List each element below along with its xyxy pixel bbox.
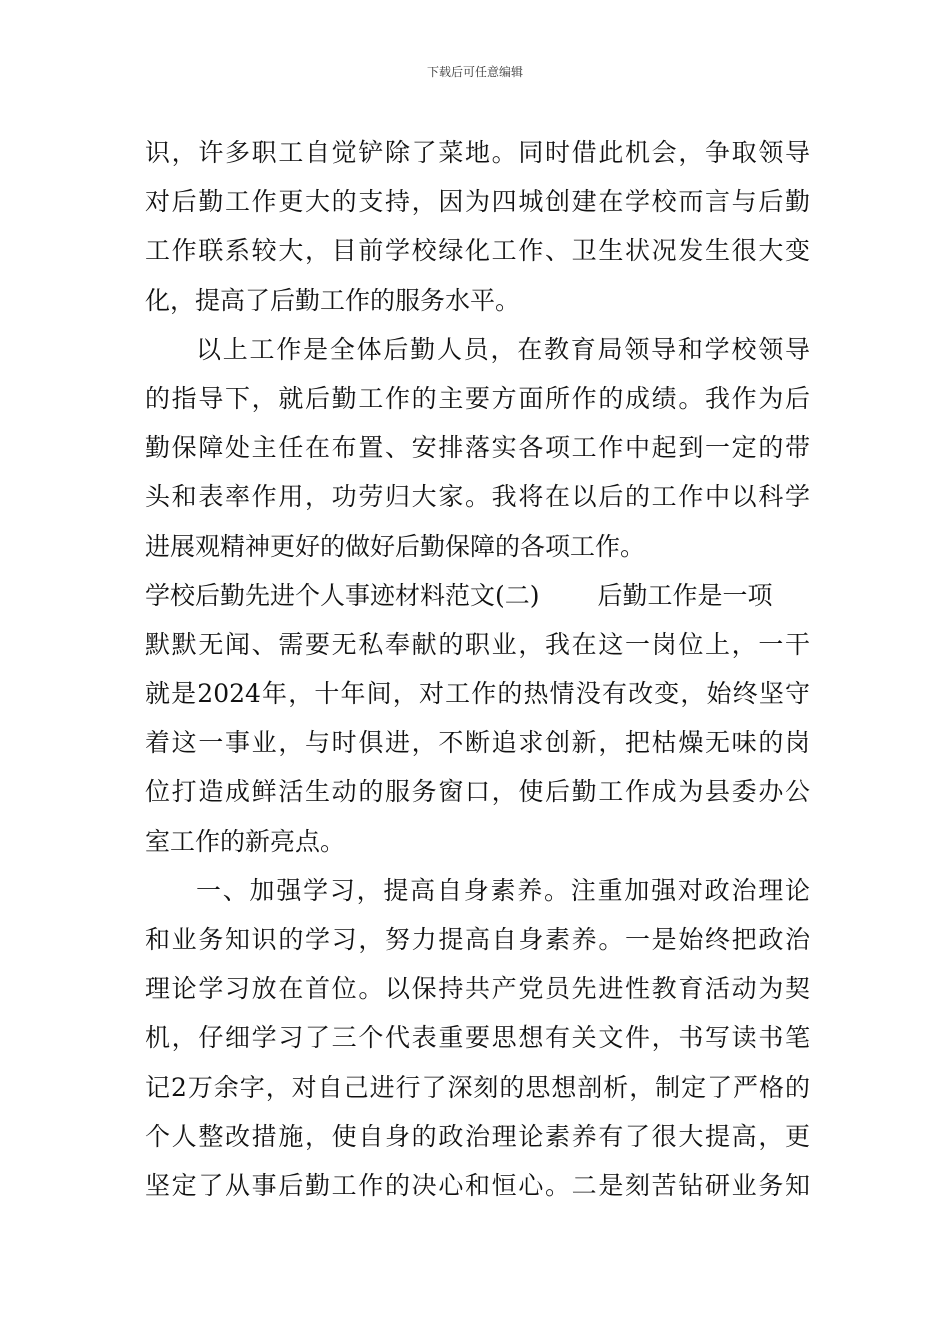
text-line-tail: 后勤工作是一项 (597, 580, 773, 610)
text-line-content: 对后勤工作更大的支持，因为四城创建在学校而言与后勤 (145, 187, 810, 217)
text-line-content: 学校后勤先进个人事迹材料范文(二) (145, 580, 540, 610)
text-line-content: 以上工作是全体后勤人员，在教育局领导和学校领导 (196, 334, 810, 364)
text-line-content: 记2万余字，对自己进行了深刻的思想剖析，制定了严格的 (145, 1072, 810, 1102)
text-line-content: 和业务知识的学习，努力提高自身素养。一是始终把政治 (145, 925, 810, 954)
text-line (145, 1013, 810, 1062)
text-line-content: 位打造成鲜活生动的服务窗口，使后勤工作成为县委办公 (145, 777, 810, 807)
text-line (145, 915, 810, 964)
text-line (145, 325, 810, 374)
text-line-content: 识，许多职工自觉铲除了菜地。同时借此机会，争取领导 (145, 138, 810, 167)
text-line-content: 默默无闻、需要无私奉献的职业，我在这一岗位上，一干 (145, 629, 810, 659)
text-line-content: 理论学习放在首位。以保持共产党员先进性教育活动为契 (145, 974, 810, 1004)
text-line-content: 进展观精神更好的做好后勤保障的各项工作。 (145, 531, 646, 561)
text-line-content: 个人整改措施，使自身的政治理论素养有了很大提高，更 (145, 1121, 810, 1151)
text-line-content: 化，提高了后勤工作的服务水平。 (145, 285, 521, 315)
text-line (145, 226, 810, 275)
text-line (145, 1161, 810, 1210)
text-line-content: 工作联系较大，目前学校绿化工作、卫生状况发生很大变 (145, 236, 810, 266)
text-line (145, 866, 810, 915)
text-line (145, 374, 810, 423)
text-line (145, 522, 810, 571)
text-line (145, 423, 810, 472)
text-line (145, 767, 810, 816)
text-line (145, 1112, 810, 1161)
text-line (145, 276, 810, 325)
text-line (145, 128, 810, 177)
document-body (145, 128, 810, 1210)
text-line-content: 坚定了从事后勤工作的决心和恒心。二是刻苦钻研业务知 (145, 1170, 810, 1200)
text-line-content: 头和表率作用，功劳归大家。我将在以后的工作中以科学 (145, 482, 810, 512)
text-line (145, 177, 810, 226)
text-line (145, 964, 810, 1013)
text-line-content: 就是2024年，十年间，对工作的热情没有改变，始终坚守 (145, 679, 810, 709)
text-line-content: 勤保障处主任在布置、安排落实各项工作中起到一定的带 (145, 433, 810, 463)
text-line (145, 472, 810, 521)
text-line (145, 669, 810, 718)
text-line-content: 室工作的新亮点。 (145, 826, 346, 856)
text-line (145, 718, 810, 767)
text-line (145, 620, 810, 669)
text-line (145, 571, 810, 620)
text-line-content: 着这一事业，与时俱进，不断追求创新，把枯燥无味的岗 (145, 728, 810, 758)
page-header: 下载后可任意编辑 (426, 65, 523, 79)
text-line-content: 的指导下，就后勤工作的主要方面所作的成绩。我作为后 (145, 383, 810, 413)
text-line (145, 1063, 810, 1112)
text-line-content: 机，仔细学习了三个代表重要思想有关文件，书写读书笔 (145, 1023, 810, 1053)
text-line-content: 一、加强学习，提高自身素养。注重加强对政治理论 (196, 875, 810, 905)
text-line (145, 817, 810, 866)
